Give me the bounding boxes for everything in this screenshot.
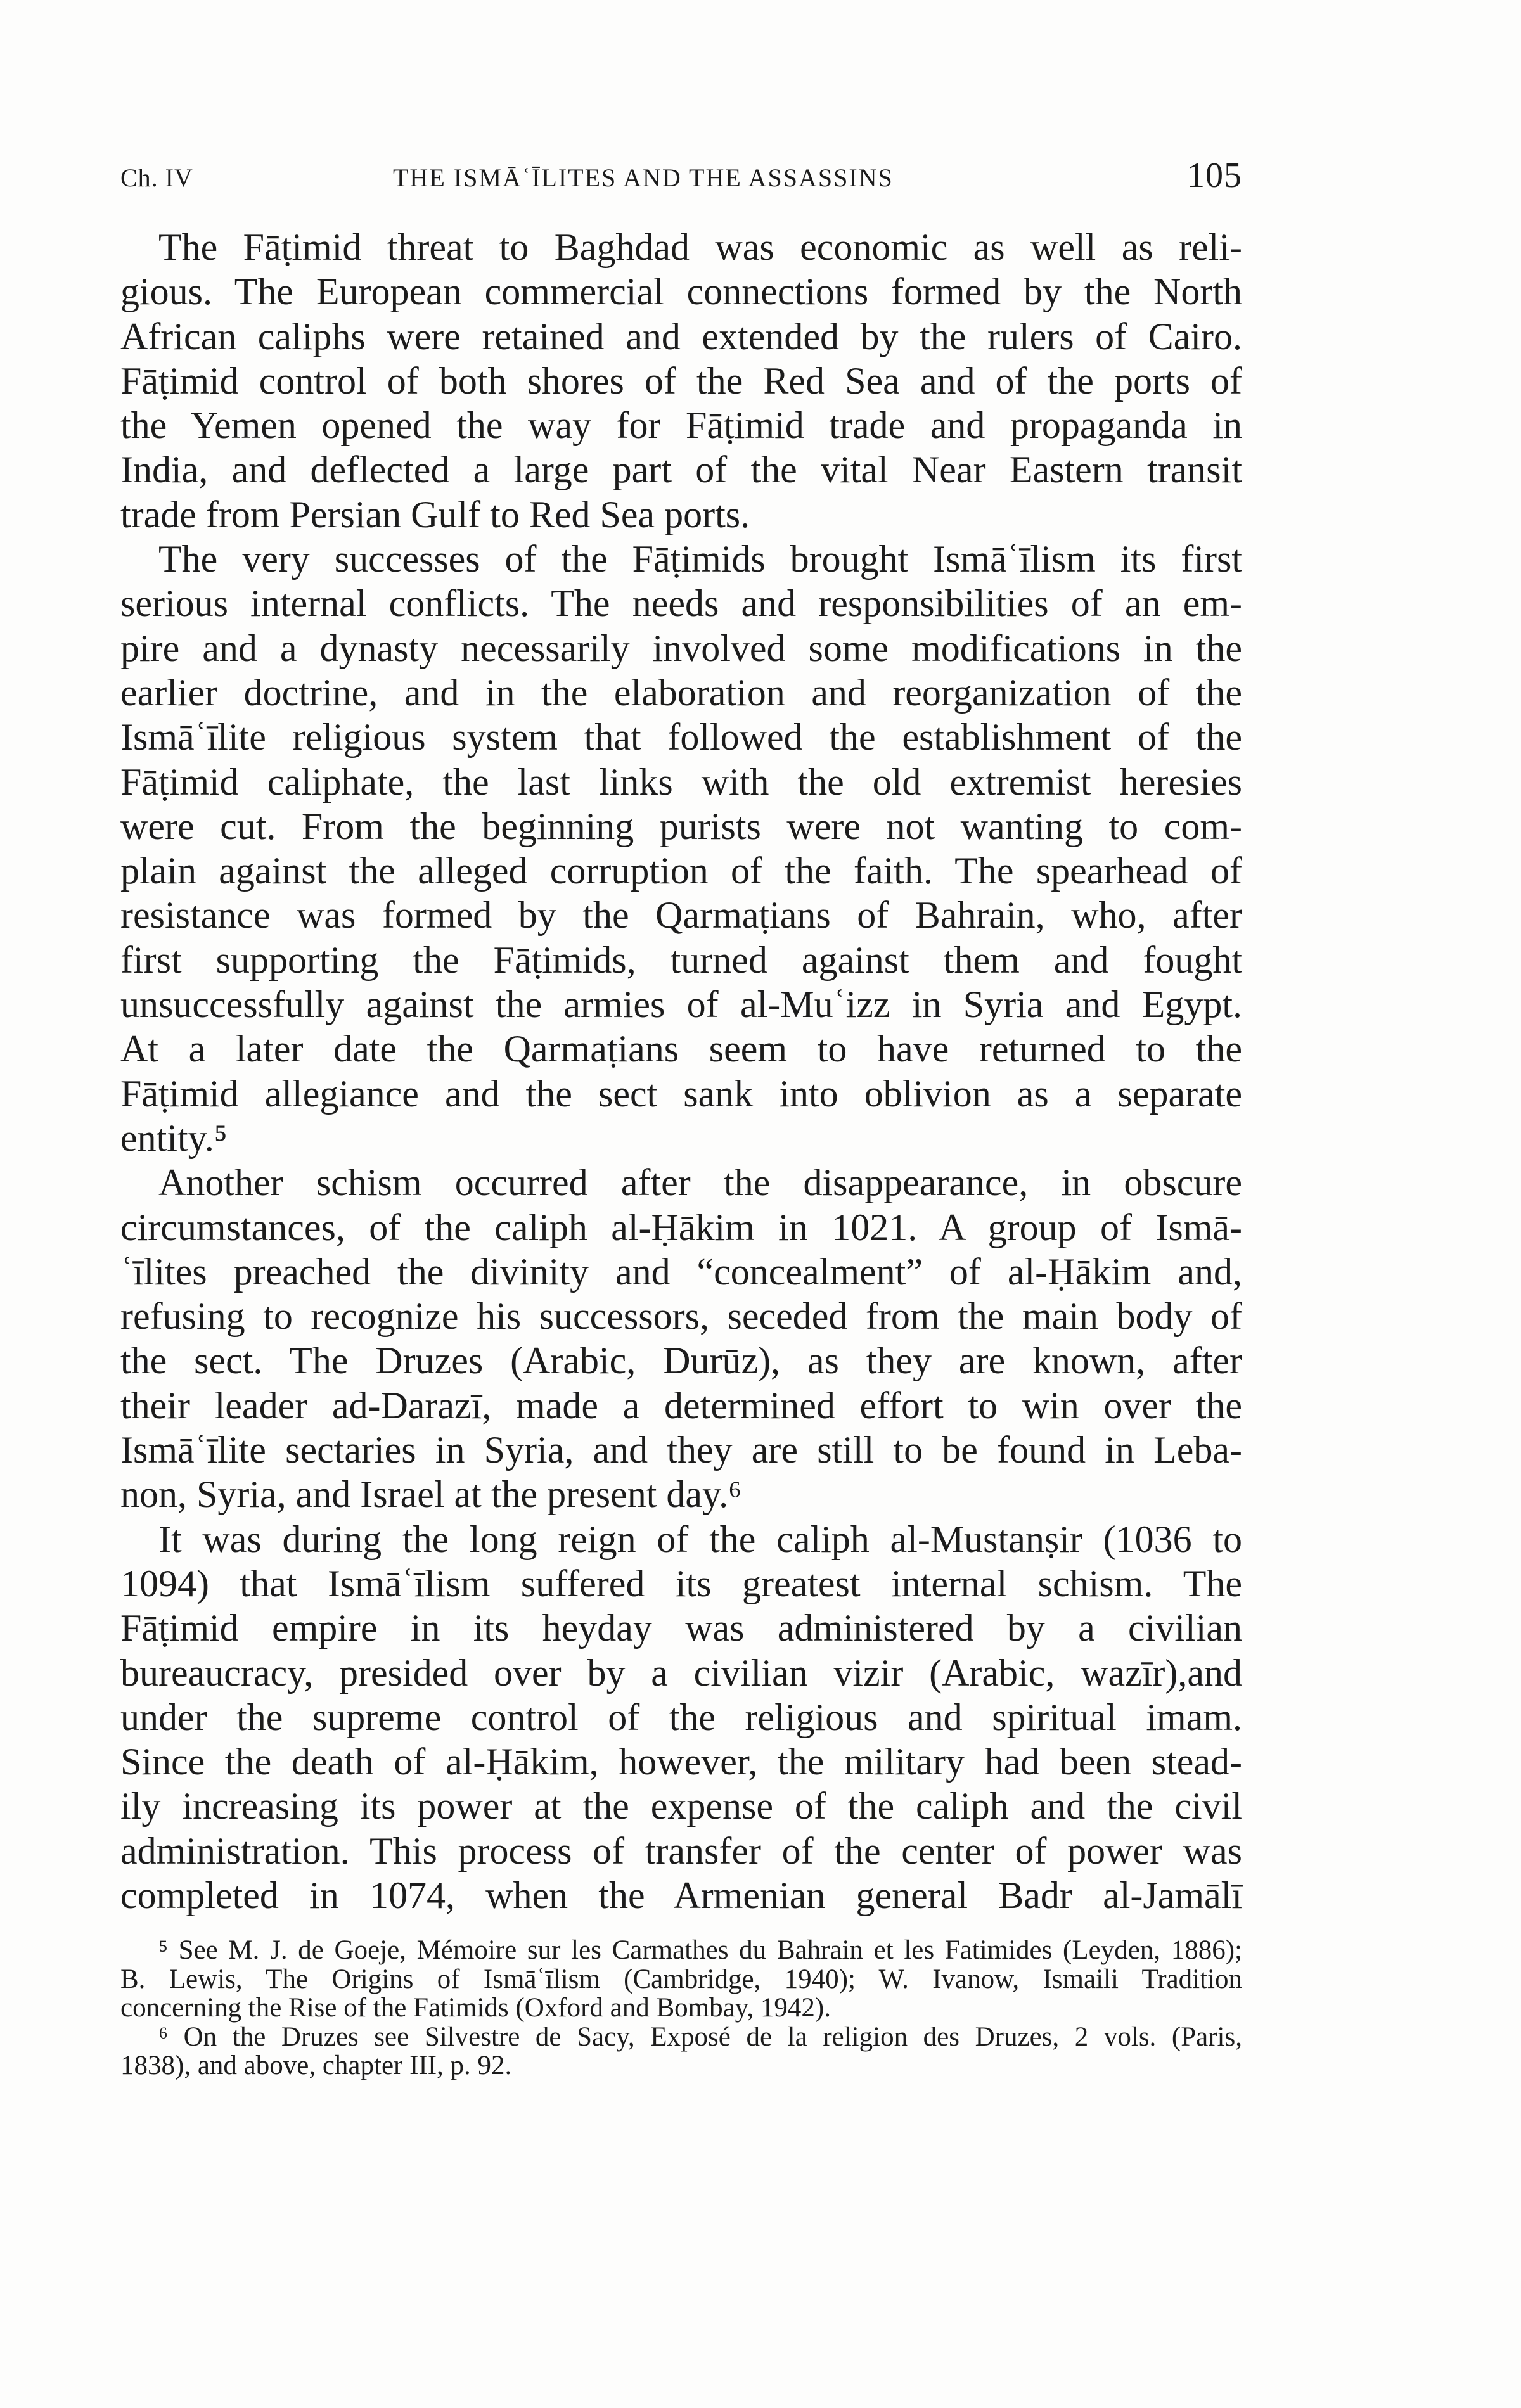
running-head (120, 155, 1242, 206)
page-number: 105 (1187, 156, 1242, 195)
running-title: THE ISMĀʿĪLITES AND THE ASSASSINS (393, 163, 894, 192)
text-line: gious. The European commercial connections formed by the North (120, 271, 1242, 313)
text-line: 1094) that Ismāʿīlism suffered its greatest internal schism. The (120, 1562, 1242, 1604)
text-line: refusing to recognize his successors, seceded from the main body of (120, 1295, 1242, 1338)
text-line: The Fāṭimid threat to Baghdad was economic as well as reli- (158, 226, 1242, 268)
text-line: completed in 1074, when the Armenian general Badr al-Jamālī (120, 1874, 1242, 1916)
body-text (120, 225, 1242, 1918)
footnote-line: concerning the Rise of the Fatimids (Oxford and Bombay, 1942). (120, 1993, 831, 2023)
text-line: Since the death of al-Ḥākim, however, the military had been stead- (120, 1741, 1242, 1783)
text-line: the Yemen opened the way for Fāṭimid trade and propaganda in (120, 404, 1242, 447)
text-line: first supporting the Fāṭimids, turned against them and fought (120, 938, 1242, 981)
text-line: ily increasing its power at the expense of the caliph and the civil (120, 1785, 1242, 1828)
text-line: African caliphs were retained and extended by the rulers of Cairo. (120, 315, 1242, 357)
text-line: plain against the alleged corruption of the faith. The spearhead of (120, 850, 1242, 892)
text-line: The very successes of the Fāṭimids brought Ismāʿīlism its first (158, 538, 1242, 580)
text-line: India, and deflected a large part of the vital Near Eastern transit (120, 449, 1242, 491)
text-line: Another schism occurred after the disappearance, in obscure (158, 1162, 1242, 1204)
text-line: ʿīlites preached the divinity and “concealment” of al-Ḥākim and, (120, 1250, 1242, 1293)
text-line: serious internal conflicts. The needs and responsibilities of an em- (120, 582, 1242, 625)
text-line: Ismāʿīlite sectaries in Syria, and they are still to be found in Leba- (120, 1429, 1242, 1471)
text-line: It was during the long reign of the caliph al-Mustanṣir (1036 to (158, 1518, 1242, 1560)
chapter-label: Ch. IV (120, 163, 193, 192)
text-line: Fāṭimid caliphate, the last links with the old extremist heresies (120, 760, 1242, 803)
text-line: circumstances, of the caliph al-Ḥākim in 1021. A group of Ismā- (120, 1206, 1242, 1248)
text-line: Ismāʿīlite religious system that followed the establishment of the (120, 716, 1242, 759)
text-line: bureaucracy, presided over by a civilian vizir (Arabic, wazīr),and (120, 1651, 1242, 1694)
text-line: Fāṭimid allegiance and the sect sank into oblivion as a separate (120, 1072, 1242, 1115)
text-line: Fāṭimid empire in its heyday was administered by a civilian (120, 1607, 1242, 1649)
text-line: the sect. The Druzes (Arabic, Durūz), as they are known, after (120, 1340, 1242, 1382)
text-line: Fāṭimid control of both shores of the Red Sea and of the ports of (120, 359, 1242, 402)
text-line: non, Syria, and Israel at the present day.⁶ (120, 1473, 742, 1516)
text-line: entity.⁵ (120, 1117, 228, 1159)
text-line: their leader ad-Darazī, made a determined effort to win over the (120, 1384, 1242, 1426)
text-line: unsuccessfully against the armies of al-Muʿizz in Syria and Egypt. (120, 983, 1242, 1026)
text-line: resistance was formed by the Qarmaṭians of Bahrain, who, after (120, 894, 1242, 937)
text-line: were cut. From the beginning purists were not wanting to com- (120, 805, 1242, 847)
footnote-line: B. Lewis, The Origins of Ismāʿīlism (Cambridge, 1940); W. Ivanow, Ismaili Tradition (120, 1964, 1242, 1994)
footnotes (120, 1936, 1242, 2080)
text-line: under the supreme control of the religious and spiritual imam. (120, 1696, 1242, 1738)
text-line: At a later date the Qarmaṭians seem to have returned to the (120, 1028, 1242, 1070)
footnote-line: ⁶ On the Druzes see Silvestre de Sacy, Exposé de la religion des Druzes, 2 vols. (Paris, (158, 2021, 1242, 2052)
footnote-line: 1838), and above, chapter III, p. 92. (120, 2051, 512, 2080)
text-line: trade from Persian Gulf to Red Sea ports. (120, 493, 750, 535)
text-line: administration. This process of transfer of the center of power was (120, 1829, 1242, 1872)
text-line: earlier doctrine, and in the elaboration and reorganization of the (120, 671, 1242, 714)
footnote-line: ⁵ See M. J. de Goeje, Mémoire sur les Carmathes du Bahrain et les Fatimides (Leyden, 1886); (158, 1935, 1242, 1965)
text-line: pire and a dynasty necessarily involved some modifications in the (120, 627, 1242, 669)
